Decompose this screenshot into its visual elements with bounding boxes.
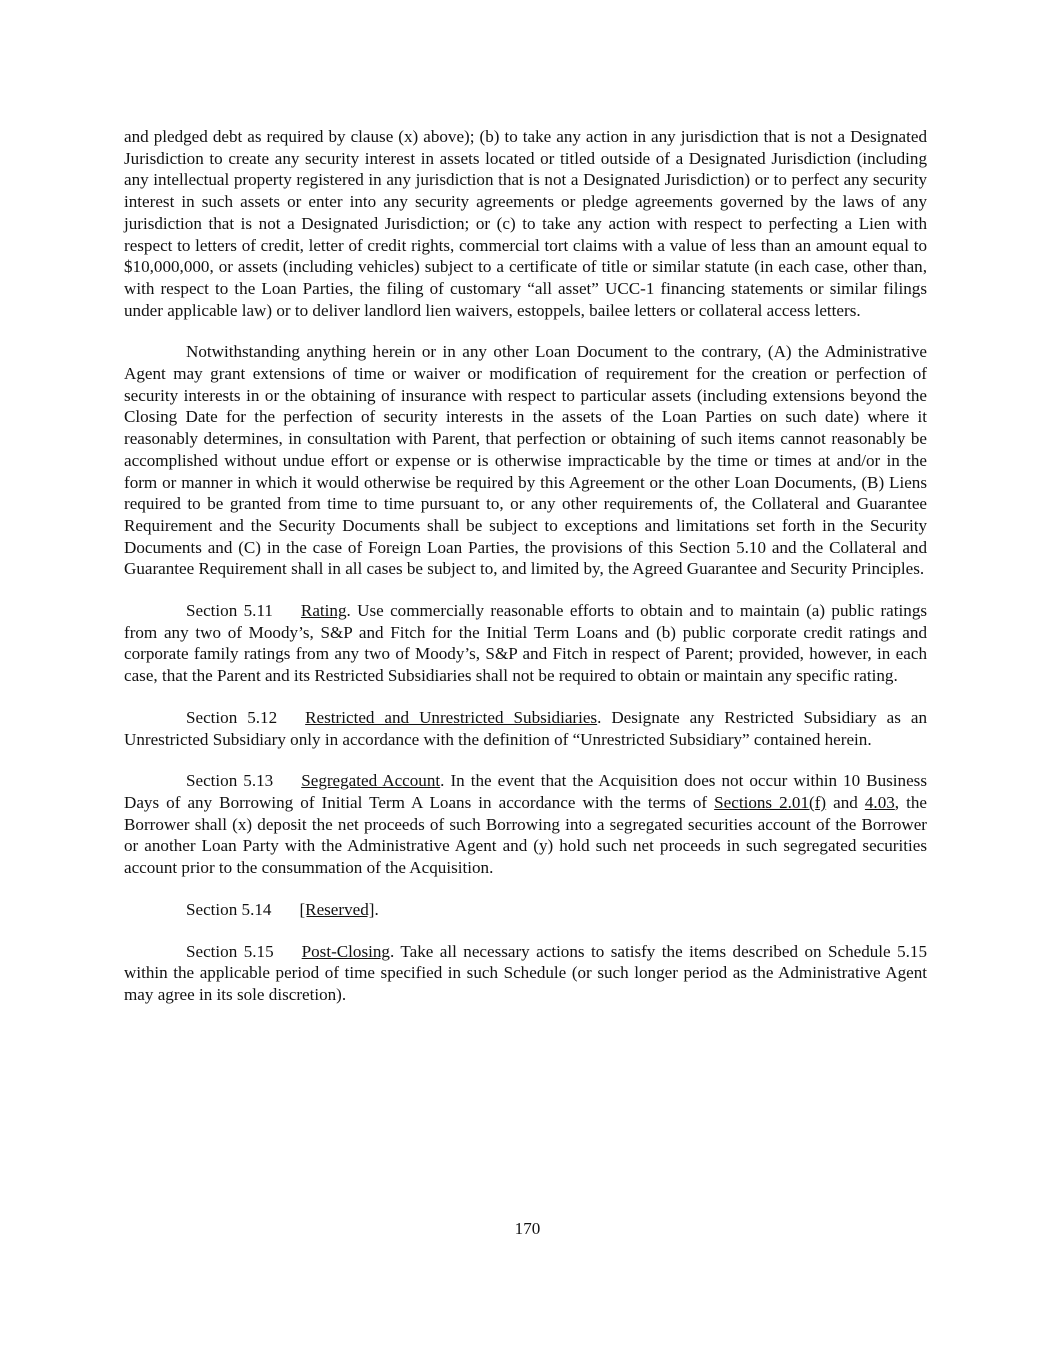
section-body: . xyxy=(374,899,379,919)
section-number: Section 5.13 xyxy=(186,771,274,791)
section-number: Section 5.15 xyxy=(186,941,274,961)
paragraph-continuation: and pledged debt as required by clause (x) above); (b) to take any action in any jurisdiction that is not a Designated Jurisdiction to create any security interest in assets located or titled outside of a Designated Jurisdiction (including any intellectual property registered in any jurisdiction that is not a Designated Jurisdiction) or to perfect any security interest in such assets or enter into any security agreements or pledge agreements governed by the laws of any jurisdiction that is not a Designated Jurisdiction; or (c) to take any action with respect to perfecting a Lien with respect to letters of credit, letter of credit rights, commercial tort claims with a value of less than an amount equal to $10,000,000, or assets (including vehicles) subject to a certificate of title or similar statute (in each case, other than, with respect to the Loan Parties, the filing of customary “all asset” UCC-1 financing statements or similar filings under applicable law) or to deliver landlord lien waivers, estoppels, bailee letters or collateral access letters. xyxy=(124,127,927,320)
page-number: 170 xyxy=(514,1219,541,1238)
section-5-11 xyxy=(124,600,927,687)
section-heading: [Reserved] xyxy=(299,899,375,919)
section-body: . Designate any Restricted Subsidiary as an Unrestricted Subsidiary only in accordance with the definition of “Unrestricted Subsidiary” contained herein. xyxy=(124,707,927,749)
document-page xyxy=(124,126,927,1026)
section-body: . Take all necessary actions to satisfy the items described on Schedule 5.15 within the applicable period of time specified in such Schedule (or such longer period as the Administrative Agent may agree in its sole discretion). xyxy=(124,941,927,1004)
section-number: Section 5.11 xyxy=(186,601,273,621)
section-body-connector: and xyxy=(826,792,865,812)
section-number: Section 5.12 xyxy=(186,707,278,727)
section-5-15 xyxy=(124,941,927,1006)
section-number: Section 5.14 xyxy=(186,899,272,919)
section-body: . In the event that the Acquisition does not occur within 10 Business Days of any Borrowing of Initial Term A Loans in accordance with the terms of xyxy=(124,771,927,812)
section-5-13 xyxy=(124,770,927,879)
section-heading: Post-Closing xyxy=(301,941,390,961)
section-heading: Segregated Account xyxy=(301,771,441,791)
section-reference: 4.03 xyxy=(864,792,895,812)
section-heading: Restricted and Unrestricted Subsidiaries xyxy=(305,707,598,727)
paragraph-notwithstanding: Notwithstanding anything herein or in any other Loan Document to the contrary, (A) the Administrative Agent may grant extensions of time or waiver or modification of requirement for the creation or perfection of security interests in or the obtaining of insurance with respect to particular assets (including extensions beyond the Closing Date for the perfection of security interests in the assets of the Loan Parties on such date) where it reasonably determines, in consultation with Parent, that perfection or obtaining of such items cannot reasonably be accomplished without undue effort or expense or is otherwise impracticable by the time or times at and/or in the form or manner in which it would otherwise be required by this Agreement or the other Loan Documents, (B) Liens required to be granted from time to time pursuant to, or any other requirements of, the Collateral and Guarantee Requirement and the Security Documents shall be subject to exceptions and limitations set forth in the Security Documents and (C) in the case of Foreign Loan Parties, the provisions of this Section 5.10 and the Collateral and Guarantee Requirement shall in all cases be subject to, and limited by, the Agreed Guarantee and Security Principles. xyxy=(124,342,927,579)
section-5-14 xyxy=(124,899,927,921)
section-heading: Rating xyxy=(300,601,347,621)
section-5-12 xyxy=(124,707,927,750)
section-reference: Sections 2.01(f) xyxy=(714,792,827,812)
section-body: . Use commercially reasonable efforts to obtain and to maintain (a) public ratings from any two of Moody’s, S&P and Fitch for the Initial Term Loans and (b) public corporate credit ratings and corporate family ratings from any two of Moody’s, S&P and Fitch in respect of Parent; provided, however, in each case, that the Parent and its Restricted Subsidiaries shall not be required to obtain or maintain any specific rating. xyxy=(124,601,928,686)
section-body: , the Borrower shall (x) deposit the net proceeds of such Borrowing into a segregated securities account of the Borrower or another Loan Party with the Administrative Agent and (y) hold such net proceeds in such segregated securities account prior to the consummation of the Acquisition. xyxy=(124,792,927,878)
